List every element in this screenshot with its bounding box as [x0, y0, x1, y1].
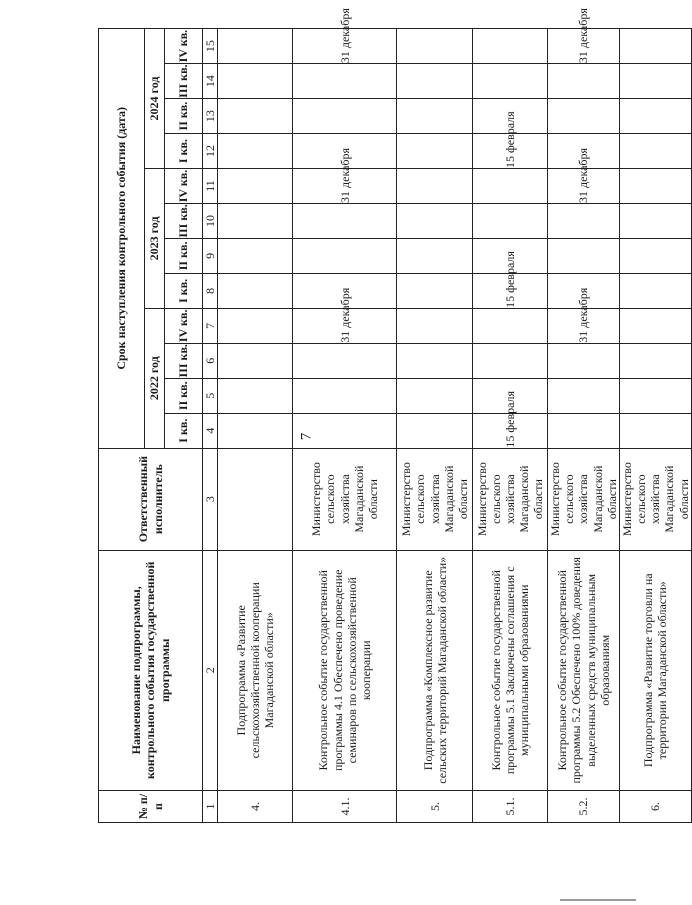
quarter-date-cell: 31 декабря: [293, 29, 397, 64]
column-number: 13: [203, 99, 218, 134]
table-row: [548, 29, 620, 823]
quarter-date-cell: [397, 238, 473, 273]
header-quarter: II кв.: [165, 238, 203, 273]
row-name: Контрольное событие государственной программы 5.1 Заключены соглашения с муниципальными образованиями: [473, 550, 548, 790]
quarter-date-cell: [218, 238, 293, 273]
quarter-date-cell: [293, 378, 397, 413]
row-name: Контрольное событие государственной программы 5.2 Обеспечено 100% доведения выделенных средств муниципальным образованиям: [548, 550, 620, 790]
quarter-date-cell: [218, 378, 293, 413]
header-name: Наименование подпрограммы, контрольного события государственной программы: [99, 550, 203, 790]
quarter-date-cell: [619, 413, 691, 448]
table-body: [218, 8, 692, 823]
quarter-date-cell: [548, 64, 620, 99]
header-year: 2022 год: [145, 308, 165, 448]
quarter-date-cell: [397, 64, 473, 99]
quarter-date-cell: 31 декабря: [548, 29, 620, 64]
quarter-date-cell: 15 февраля: [473, 134, 548, 169]
column-number: 11: [203, 169, 218, 204]
quarter-date-cell: [218, 29, 293, 64]
quarter-date-cell: [548, 413, 620, 448]
quarter-date-cell: [619, 203, 691, 238]
quarter-date-cell: [218, 273, 293, 308]
quarter-date-cell: [619, 99, 691, 134]
quarter-date-cell: [397, 343, 473, 378]
quarter-date-cell: [293, 238, 397, 273]
quarter-date-cell: [293, 413, 397, 448]
rotated-table-container: [98, 8, 691, 823]
quarter-date-cell: [397, 413, 473, 448]
quarter-date-cell: [619, 378, 691, 413]
quarter-date-cell: [397, 273, 473, 308]
quarter-date-cell: 31 декабря: [548, 169, 620, 204]
header-quarter: II кв.: [165, 99, 203, 134]
row-number: 5.1.: [473, 790, 548, 822]
quarter-date-cell: [473, 203, 548, 238]
quarter-date-cell: [619, 169, 691, 204]
quarter-date-cell: [293, 99, 397, 134]
column-number: 2: [203, 550, 218, 790]
quarter-date-cell: [397, 169, 473, 204]
row-number: 4.: [218, 790, 293, 822]
row-number: 5.2.: [548, 790, 620, 822]
column-number: 9: [203, 238, 218, 273]
row-number: 5.: [397, 790, 473, 822]
column-number: 4: [203, 413, 218, 448]
header-quarter: IV кв.: [165, 308, 203, 343]
column-number: 5: [203, 378, 218, 413]
header-quarter: IV кв.: [165, 169, 203, 204]
scan-edge-line: [560, 899, 636, 901]
quarter-date-cell: [619, 238, 691, 273]
row-executor: [218, 448, 293, 550]
quarter-date-cell: [473, 64, 548, 99]
quarter-date-cell: [218, 343, 293, 378]
row-executor: Министерство сельского хозяйства Магаданской области: [397, 448, 473, 550]
quarter-date-cell: [548, 238, 620, 273]
header-quarter: II кв.: [165, 378, 203, 413]
quarter-date-cell: [473, 343, 548, 378]
header-row-no: № п/п: [99, 790, 203, 822]
table-row: [473, 29, 548, 823]
quarter-date-cell: [548, 343, 620, 378]
quarter-date-cell: [397, 308, 473, 343]
quarter-date-cell: [619, 29, 691, 64]
quarter-date-cell: [397, 29, 473, 64]
quarter-date-cell: [218, 169, 293, 204]
row-name: Контрольное событие государственной программы 4.1 Обеспечено проведение семинаров по сельскохозяйственной кооперации: [293, 550, 397, 790]
quarter-date-cell: [397, 378, 473, 413]
quarter-date-cell: [473, 308, 548, 343]
quarter-date-cell: [218, 64, 293, 99]
quarter-date-cell: [218, 99, 293, 134]
header-row-1: [99, 29, 145, 823]
page-number: 7: [298, 432, 315, 441]
column-number: 14: [203, 64, 218, 99]
table-row: [293, 29, 397, 823]
header-quarter: III кв.: [165, 64, 203, 99]
quarter-date-cell: 31 декабря: [548, 308, 620, 343]
quarter-date-cell: [473, 29, 548, 64]
quarter-date-cell: [218, 308, 293, 343]
header-quarter: III кв.: [165, 203, 203, 238]
quarter-date-cell: 31 декабря: [293, 308, 397, 343]
quarter-date-cell: [548, 378, 620, 413]
row-name: Подпрограмма «Комплексное развитие сельских территорий Магаданской области»: [397, 550, 473, 790]
header-executor: Ответственный исполнитель: [99, 448, 203, 550]
column-number: 8: [203, 273, 218, 308]
header-quarter: I кв.: [165, 134, 203, 169]
quarter-date-cell: [293, 343, 397, 378]
column-number: 1: [203, 790, 218, 822]
quarter-date-cell: [548, 99, 620, 134]
quarter-date-cell: [619, 273, 691, 308]
row-name: Подпрограмма «Развитие торговли на территории Магаданской области»: [619, 550, 691, 790]
table-row: [397, 29, 473, 823]
column-number: 7: [203, 308, 218, 343]
quarter-date-cell: [619, 64, 691, 99]
column-number: 10: [203, 203, 218, 238]
table-row: [619, 29, 691, 823]
row-executor: Министерство сельского хозяйства Магаданской области: [473, 448, 548, 550]
table-row: [218, 29, 293, 823]
quarter-date-cell: [218, 134, 293, 169]
quarter-date-cell: [218, 413, 293, 448]
column-number: 15: [203, 29, 218, 64]
quarter-date-cell: [218, 203, 293, 238]
quarter-date-cell: [619, 134, 691, 169]
row-number: 4.1.: [293, 790, 397, 822]
quarter-date-cell: [293, 64, 397, 99]
quarter-date-cell: [473, 169, 548, 204]
header-year: 2023 год: [145, 169, 165, 309]
row-executor: Министерство сельского хозяйства Магаданской области: [548, 448, 620, 550]
quarter-date-cell: 15 февраля: [473, 413, 548, 448]
header-quarter: IV кв.: [165, 29, 203, 64]
quarter-date-cell: 31 декабря: [293, 169, 397, 204]
header-quarter: III кв.: [165, 343, 203, 378]
quarter-date-cell: 15 февраля: [473, 273, 548, 308]
column-number: 3: [203, 448, 218, 550]
quarter-date-cell: [397, 99, 473, 134]
header-year: 2024 год: [145, 29, 165, 169]
column-number: 6: [203, 343, 218, 378]
row-name: Подпрограмма «Развитие сельскохозяйственной кооперации Магаданской области»: [218, 550, 293, 790]
quarter-date-cell: [293, 203, 397, 238]
quarter-date-cell: [619, 343, 691, 378]
quarter-date-cell: [397, 203, 473, 238]
row-executor: Министерство сельского хозяйства Магаданской области: [619, 448, 691, 550]
quarter-date-cell: [548, 203, 620, 238]
row-number: 6.: [619, 790, 691, 822]
column-number-row: [203, 29, 218, 823]
quarter-date-cell: [397, 134, 473, 169]
header-deadline: Срок наступления контрольного события (дата): [99, 29, 145, 449]
row-executor: Министерство сельского хозяйства Магаданской области: [293, 448, 397, 550]
header-quarter: I кв.: [165, 273, 203, 308]
column-number: 12: [203, 134, 218, 169]
control-events-table: [98, 8, 692, 823]
header-quarter: I кв.: [165, 413, 203, 448]
quarter-date-cell: [619, 308, 691, 343]
